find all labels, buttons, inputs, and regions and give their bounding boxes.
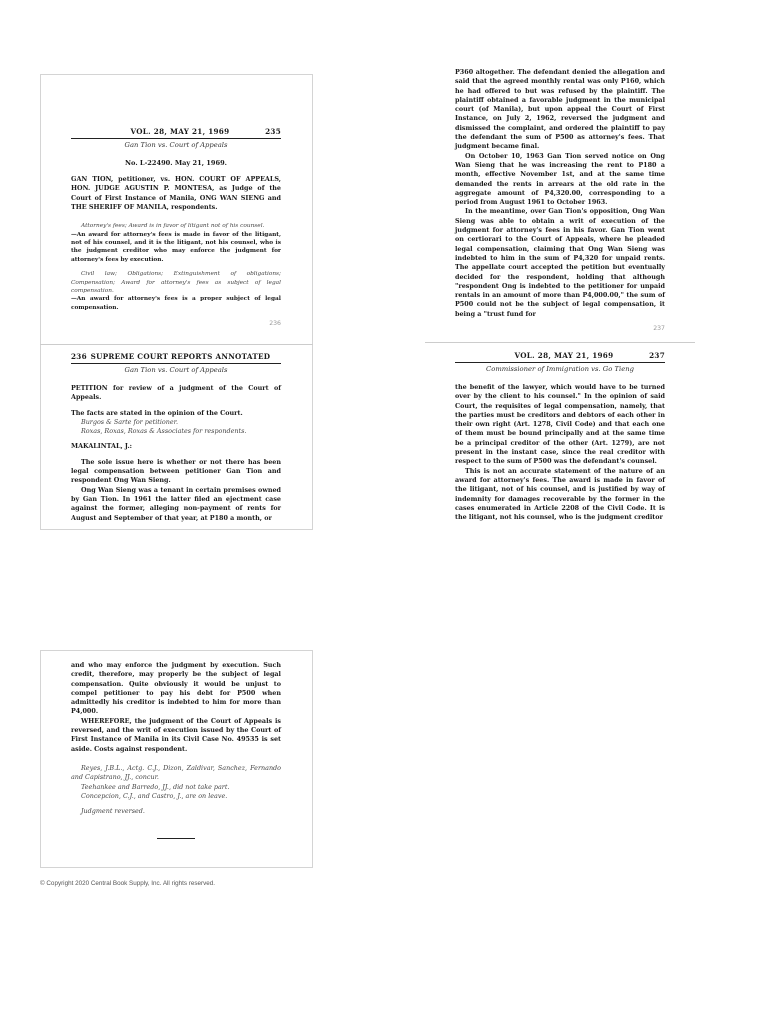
page-divider	[40, 344, 313, 345]
header-page-number: 235	[265, 127, 282, 136]
petition-line: PETITION for review of a judgment of the Court of Appeals.	[71, 384, 281, 402]
case-number: No. L-22490. May 21, 1969.	[125, 159, 227, 167]
case-subheader: Gan Tion vs. Court of Appeals	[71, 363, 281, 374]
header-page-number: 236	[71, 352, 87, 361]
counsel-petitioner: Burgos & Sarte for petitioner.	[81, 417, 178, 426]
syllabus-1-body: —An award for attorney's fees is made in favor of the litigant, not of his counsel, and it is the litigant, not his counsel, who is the judgment creditor who may enforce the judgment for attorney's fees by execution.	[71, 231, 281, 263]
counsel-respondents: Roxas, Roxas, Roxas & Associates for respondents.	[81, 427, 247, 436]
running-header	[455, 351, 665, 360]
opinion-paragraph-3: P360 altogether. The defendant denied the allegation and said that the agreed monthly rental was only P160, which he had offered to but was refused by the plaintiff. The plaintiff obtained a favorable judgment in the municipal court (of Manila), but upon appeal the Court of First Instance, on July 2, 1962, reversed the judgment and dismissed the complaint, and ordered the plaintiff to pay the defendant the sum of P500 as attorney's fees. That judgment became final.	[455, 68, 665, 151]
page-divider	[425, 342, 695, 343]
page-237-top	[455, 68, 665, 332]
footer-page-number: 237	[653, 325, 665, 333]
page-237	[455, 351, 665, 522]
case-subheader: Commissioner of Immigration vs. Go Tieng	[455, 362, 665, 373]
running-header	[71, 352, 281, 361]
opinion-paragraph-5: In the meantime, over Gan Tion's opposition, Ong Wan Sieng was able to obtain a writ of execution of the judgment for attorney's fees in his favor. Gan Tion went on certiorari to the Court of Appeals, where he pleaded legal compensation, claiming that Ong Wan Sieng was indebted to him in the sum of P4,320 for unpaid rents. The appellate court accepted the petition but eventually decided for the respondent, holding that although "respondent Ong is indebted to the petitioner for unpaid rentals in an amount of more than P4,000.00," the sum of P500 could not be the subject of legal compensation, it being a "trust fund for	[455, 207, 665, 318]
end-rule	[157, 838, 195, 839]
page-238	[71, 661, 281, 839]
opinion-paragraph-2: Ong Wan Sieng was a tenant in certain premises owned by Gan Tion. In 1961 the latter filed an ejectment case against the former, alleging non-payment of rents for August and September of that year, at P180 a month, or	[71, 485, 281, 522]
opinion-paragraph-7: This is not an accurate statement of the nature of an award for attorney's fees. The award is made in favor of the litigant, not of his counsel, and is justified by way of indemnity for damages recoverable by the former in the cases enumerated in Article 2208 of the Civil Code. It is the litigant, not his counsel, who is the judgment creditor	[455, 466, 665, 522]
page-235	[71, 127, 281, 327]
case-subheader: Gan Tion vs. Court of Appeals	[71, 138, 281, 149]
syllabus-1-title: Attorney's fees; Award is in favor of litigant not of his counsel.	[81, 223, 265, 230]
opinion-paragraph-1: The sole issue here is whether or not there has been legal compensation between petitioner Gan Tion and respondent Ong Wan Sieng.	[71, 457, 281, 485]
disposition: Judgment reversed.	[81, 807, 145, 816]
header-reporter-title: SUPREME COURT REPORTS ANNOTATED	[90, 352, 271, 361]
running-header	[71, 127, 281, 136]
copyright-notice: © Copyright 2020 Central Book Supply, Inc. All rights reserved.	[40, 880, 215, 887]
header-volume: VOL. 28, MAY 21, 1969	[130, 127, 230, 136]
opinion-paragraph-4: On October 10, 1963 Gan Tion served notice on Ong Wan Sieng that he was increasing the rent to P180 a month, effective November 1st, and at the same time demanded the rents in arrears at the old rate in the aggregate amount of P4,320.00, corresponding to a period from August 1961 to October 1963.	[455, 151, 665, 207]
facts-line: The facts are stated in the opinion of the Court.	[71, 408, 243, 417]
concurrence-2: Teehankee and Barredo, JJ., did not take part.	[81, 782, 230, 791]
header-page-number: 237	[649, 351, 666, 360]
footer-page-number: 236	[269, 320, 281, 328]
ponente: MAKALINTAL, J.:	[71, 442, 133, 451]
concurrence-1: Reyes, J.B.L., Actg. C.J., Dizon, Zaldivar, Sanchez, Fernando and Capistrano, JJ., concur.	[71, 763, 281, 782]
case-parties: GAN TION, petitioner, vs. HON. COURT OF APPEALS, HON. JUDGE AGUSTIN P. MONTESA, as Judge of the Court of First Instance of Manila, ONG WAN SIENG and THE SHERIFF OF MANILA, respondents.	[71, 175, 281, 211]
opinion-paragraph-6: the benefit of the lawyer, which would have to be turned over by the client to his counsel." In the opinion of said Court, the requisites of legal compensation, namely, that the parties must be creditors and debtors of each other in their own right (Art. 1278, Civil Code) and that each one of them must be bound principally and at the same time be a principal creditor of the other (Art. 1279), are not present in the instant case, since the real creditor with respect to the sum of P500 was the defendant's counsel.	[455, 383, 665, 466]
syllabus-2-body: —An award for attorney's fees is a proper subject of legal compensation.	[71, 296, 281, 311]
syllabus-2-title: Civil law; Obligations; Extinguishment of obligations; Compensation; Award for attorney's fees as subject of legal compensation.	[71, 271, 281, 295]
header-volume: VOL. 28, MAY 21, 1969	[514, 351, 614, 360]
concurrence-3: Concepcion, C.J., and Castro, J., are on leave.	[81, 791, 228, 800]
page-236	[71, 352, 281, 523]
opinion-paragraph-8: and who may enforce the judgment by execution. Such credit, therefore, may properly be the subject of legal compensation. Quite obviously it would be unjust to compel petitioner to pay his debt for P500 when admittedly his creditor is indebted to him for more than P4,000.	[71, 661, 281, 716]
dispositive-paragraph: WHEREFORE, the judgment of the Court of Appeals is reversed, and the writ of execution issued by the Court of First Instance of Manila in its Civil Case No. 49535 is set aside. Costs against respondent.	[71, 716, 281, 753]
